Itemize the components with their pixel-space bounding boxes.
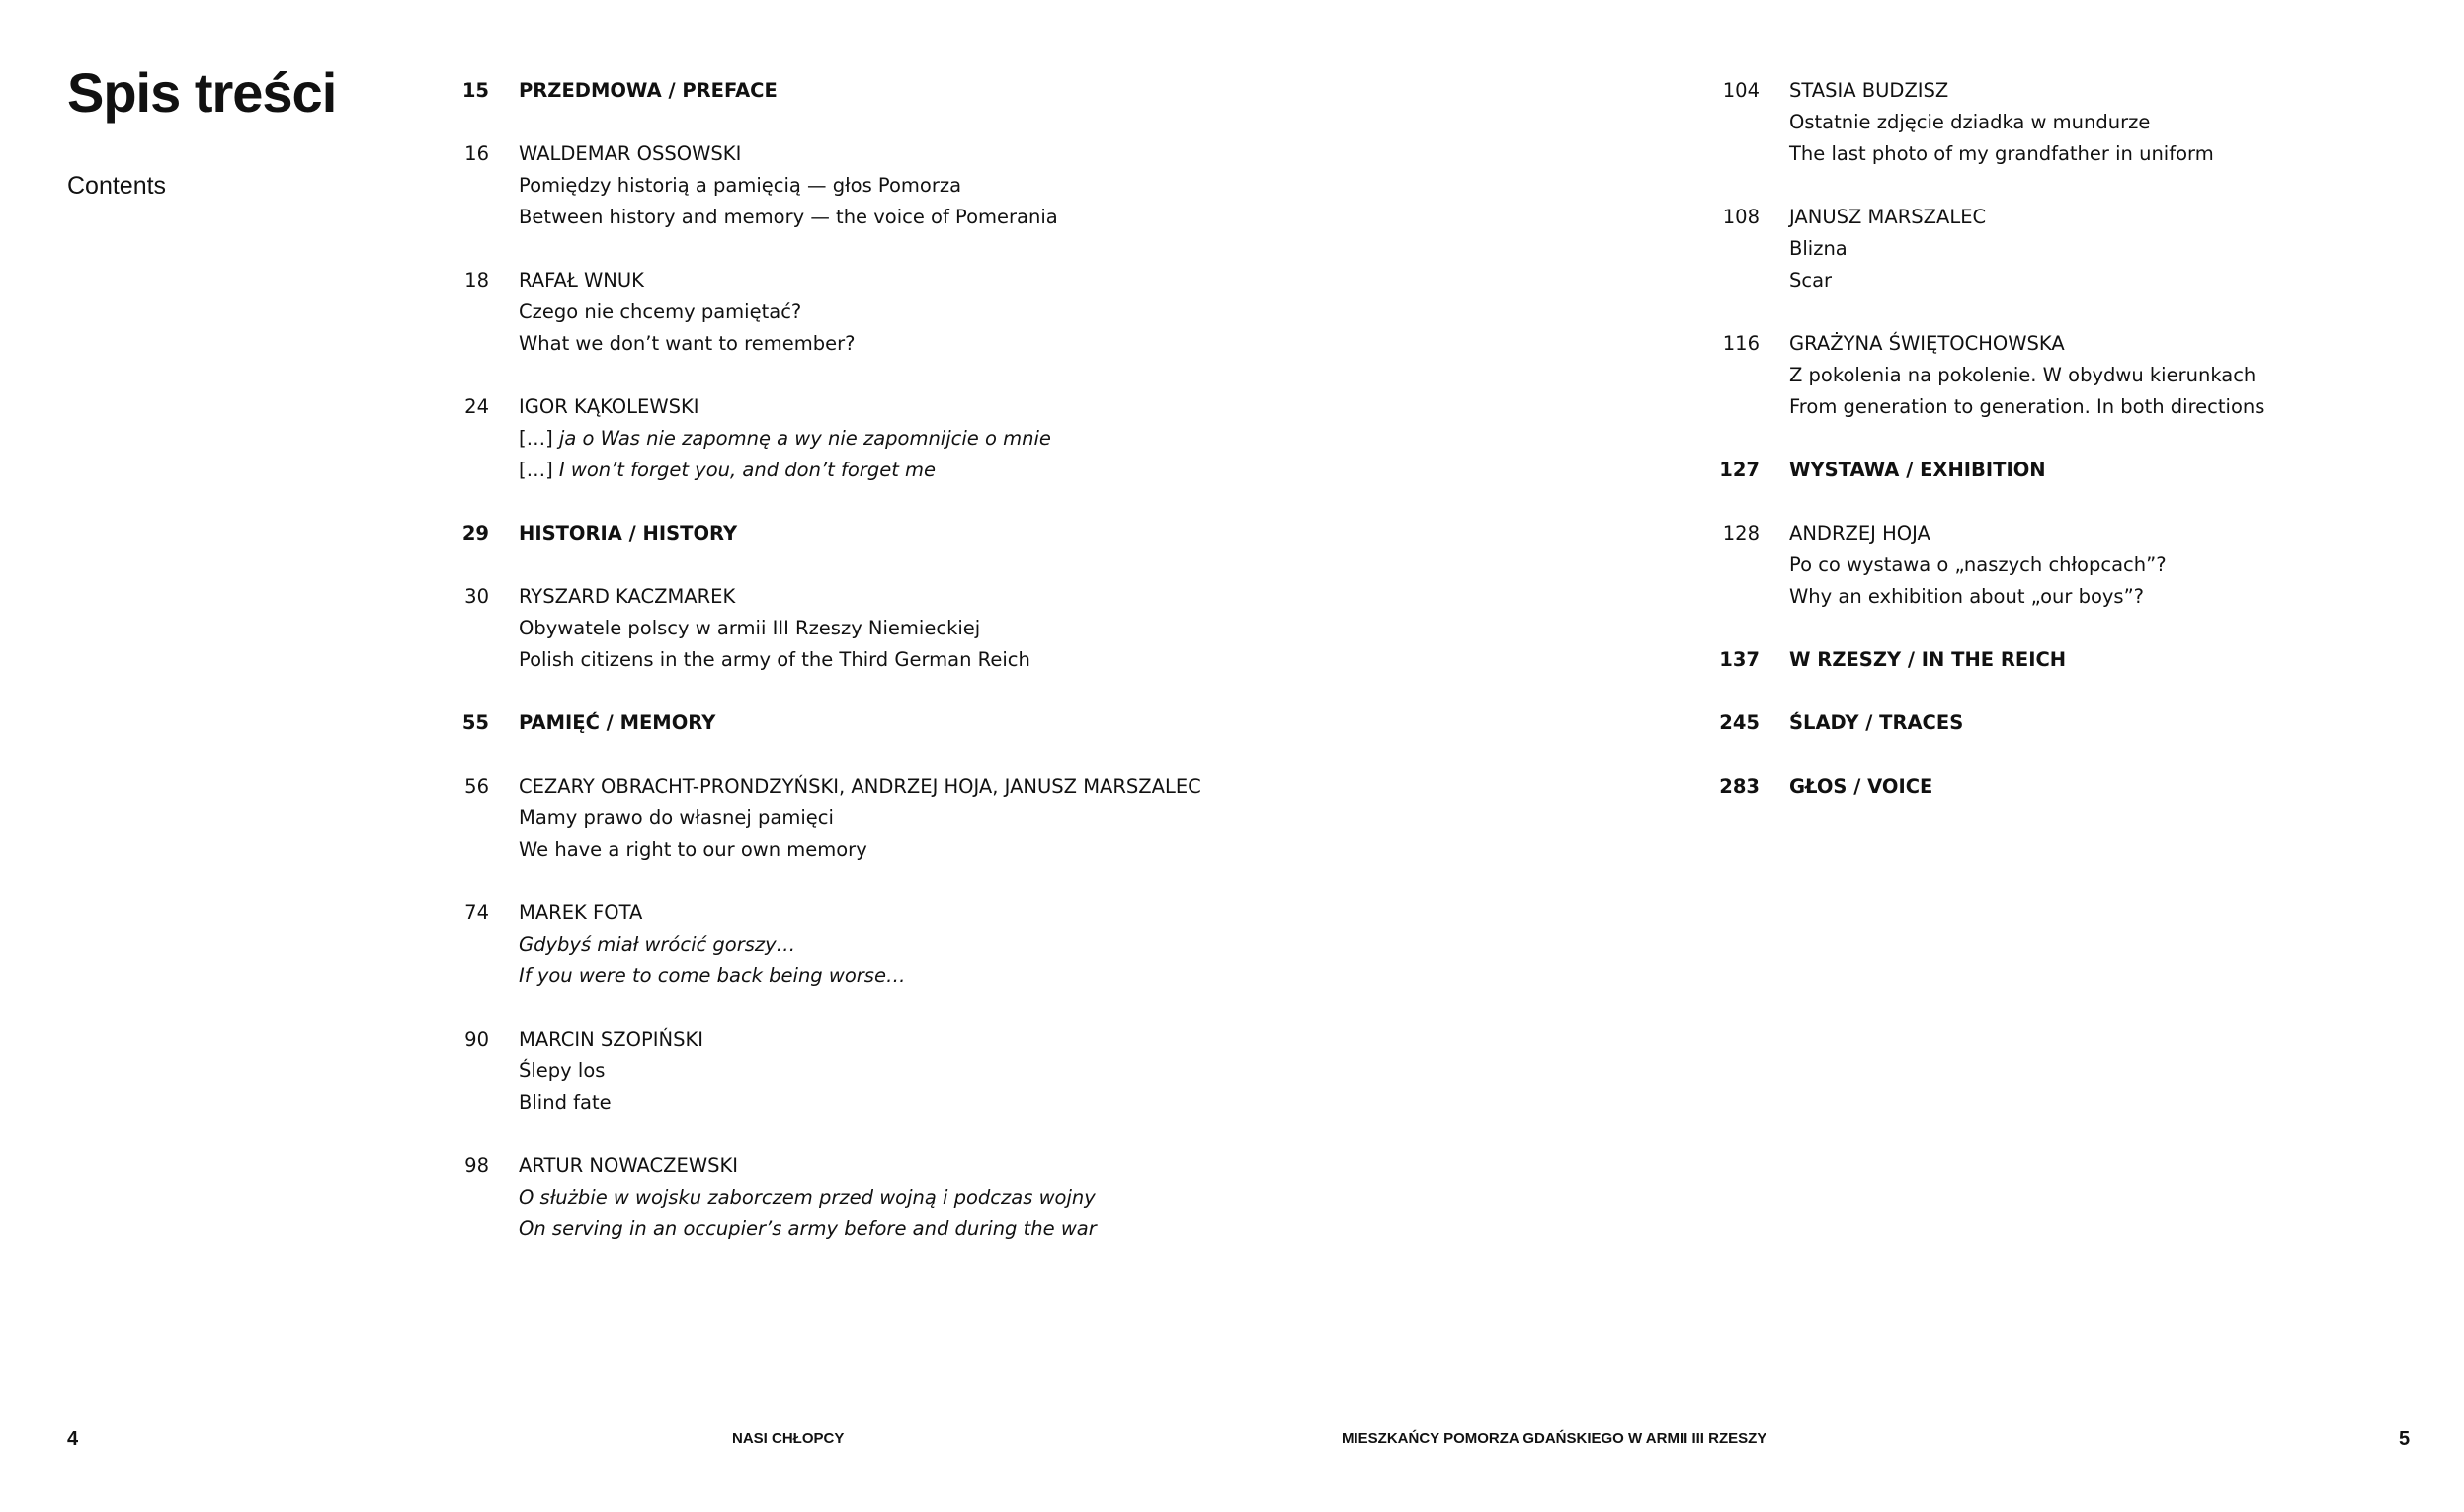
- title-prefix: […]: [519, 459, 559, 481]
- toc-entry[interactable]: [440, 771, 1201, 866]
- entry-author: RYSZARD KACZMAREK: [519, 585, 736, 608]
- toc-entry[interactable]: [1710, 328, 2264, 423]
- section-label: PAMIĘĆ / MEMORY: [519, 712, 716, 734]
- page-number: 98: [464, 1154, 489, 1177]
- page-number: 104: [1722, 79, 1760, 102]
- entry-title-en: If you were to come back being worse…: [519, 965, 906, 987]
- left-page-number: 4: [67, 1428, 79, 1450]
- entry-title-en: Scar: [1789, 269, 1833, 292]
- page-number: 15: [461, 79, 489, 102]
- entry-title-en: We have a right to our own memory: [519, 838, 867, 861]
- section-label: W RZESZY / IN THE REICH: [1789, 648, 2067, 671]
- toc-entry[interactable]: [440, 391, 1201, 486]
- entry-title-pl: O służbie w wojsku zaborczem przed wojną i podczas wojny: [519, 1186, 1096, 1209]
- toc-entry[interactable]: [440, 1024, 1201, 1119]
- page-number: 90: [464, 1028, 489, 1050]
- page-subtitle: Contents: [67, 172, 167, 200]
- page-number: 127: [1719, 459, 1760, 481]
- entry-title-pl: Obywatele polscy w armii III Rzeszy Niemieckiej: [519, 617, 981, 639]
- page-number: 108: [1722, 206, 1760, 228]
- page-number: 16: [464, 142, 489, 165]
- toc-section[interactable]: [440, 518, 1201, 549]
- entry-title-pl: [519, 423, 1201, 455]
- toc-entry[interactable]: [1710, 518, 2264, 613]
- toc-column-right: [1710, 75, 2264, 834]
- entry-title-en: What we don’t want to remember?: [519, 332, 856, 355]
- toc-entry[interactable]: [440, 138, 1201, 233]
- page-number: 137: [1719, 648, 1760, 671]
- right-running-title: MIESZKAŃCY POMORZA GDAŃSKIEGO W ARMII III RZESZY: [1342, 1430, 1767, 1447]
- entry-title-pl: Pomiędzy historią a pamięcią — głos Pomorza: [519, 174, 962, 197]
- title-text: ja o Was nie zapomnę a wy nie zapomnijcie o mnie: [558, 427, 1051, 450]
- title-text: I won’t forget you, and don’t forget me: [558, 459, 937, 481]
- entry-title-en: The last photo of my grandfather in uniform: [1789, 142, 2214, 165]
- toc-entry[interactable]: [1710, 75, 2264, 170]
- page-number: 55: [461, 712, 489, 734]
- section-label: PRZEDMOWA / PREFACE: [519, 79, 778, 102]
- entry-title-en: [519, 455, 1201, 486]
- toc-section[interactable]: [1710, 644, 2264, 676]
- toc-entry[interactable]: [440, 1150, 1201, 1245]
- page-number: 128: [1722, 522, 1760, 545]
- page-number: 116: [1722, 332, 1760, 355]
- entry-author: MAREK FOTA: [519, 901, 643, 924]
- toc-section[interactable]: [1710, 708, 2264, 739]
- page-title: Spis treści: [67, 61, 337, 124]
- page-number: 18: [464, 269, 489, 292]
- toc-entry[interactable]: [440, 581, 1201, 676]
- entry-author: CEZARY OBRACHT-PRONDZYŃSKI, ANDRZEJ HOJA, JANUSZ MARSZALEC: [519, 775, 1201, 798]
- toc-column-left: [440, 75, 1201, 1277]
- toc-section[interactable]: [440, 708, 1201, 739]
- entry-title-pl: Blizna: [1789, 237, 1848, 260]
- title-prefix: […]: [519, 427, 559, 450]
- toc-section[interactable]: [440, 75, 1201, 107]
- left-running-title: NASI CHŁOPCY: [732, 1430, 845, 1447]
- toc-section[interactable]: [1710, 455, 2264, 486]
- toc-entry[interactable]: [440, 265, 1201, 360]
- entry-title-pl: Z pokolenia na pokolenie. W obydwu kierunkach: [1789, 364, 2257, 386]
- page-number: 245: [1719, 712, 1760, 734]
- entry-author: ANDRZEJ HOJA: [1789, 522, 1930, 545]
- entry-author: STASIA BUDZISZ: [1789, 79, 1949, 102]
- toc-section[interactable]: [1710, 771, 2264, 802]
- page-number: 29: [461, 522, 489, 545]
- entry-author: GRAŻYNA ŚWIĘTOCHOWSKA: [1789, 332, 2065, 355]
- entry-title-pl: Gdybyś miał wrócić gorszy…: [519, 933, 796, 956]
- entry-title-en: Between history and memory — the voice of Pomerania: [519, 206, 1058, 228]
- page-number: 283: [1719, 775, 1760, 798]
- entry-author: JANUSZ MARSZALEC: [1789, 206, 1987, 228]
- entry-title-pl: Ostatnie zdjęcie dziadka w mundurze: [1789, 111, 2151, 133]
- entry-title-en: Polish citizens in the army of the Third German Reich: [519, 648, 1030, 671]
- entry-title-en: Blind fate: [519, 1091, 612, 1114]
- entry-author: WALDEMAR OSSOWSKI: [519, 142, 742, 165]
- entry-title-pl: Mamy prawo do własnej pamięci: [519, 806, 834, 829]
- entry-title-en: On serving in an occupier’s army before and during the war: [519, 1218, 1097, 1240]
- page-number: 24: [464, 395, 489, 418]
- entry-title-en: Why an exhibition about „our boys”?: [1789, 585, 2145, 608]
- section-label: ŚLADY / TRACES: [1789, 712, 1964, 734]
- toc-entry[interactable]: [1710, 202, 2264, 296]
- entry-title-pl: Po co wystawa o „naszych chłopcach”?: [1789, 553, 2167, 576]
- entry-title-pl: Czego nie chcemy pamiętać?: [519, 300, 802, 323]
- entry-author: MARCIN SZOPIŃSKI: [519, 1028, 703, 1050]
- page-number: 56: [464, 775, 489, 798]
- entry-author: ARTUR NOWACZEWSKI: [519, 1154, 739, 1177]
- right-page-number: 5: [2399, 1428, 2411, 1450]
- entry-author: RAFAŁ WNUK: [519, 269, 644, 292]
- page-number: 74: [464, 901, 489, 924]
- page-number: 30: [464, 585, 489, 608]
- section-label: HISTORIA / HISTORY: [519, 522, 738, 545]
- section-label: WYSTAWA / EXHIBITION: [1789, 459, 2046, 481]
- entry-title-en: From generation to generation. In both directions: [1789, 395, 2265, 418]
- entry-author: IGOR KĄKOLEWSKI: [519, 395, 699, 418]
- section-label: GŁOS / VOICE: [1789, 775, 1933, 798]
- entry-title-pl: Ślepy los: [519, 1059, 606, 1082]
- toc-entry[interactable]: [440, 897, 1201, 992]
